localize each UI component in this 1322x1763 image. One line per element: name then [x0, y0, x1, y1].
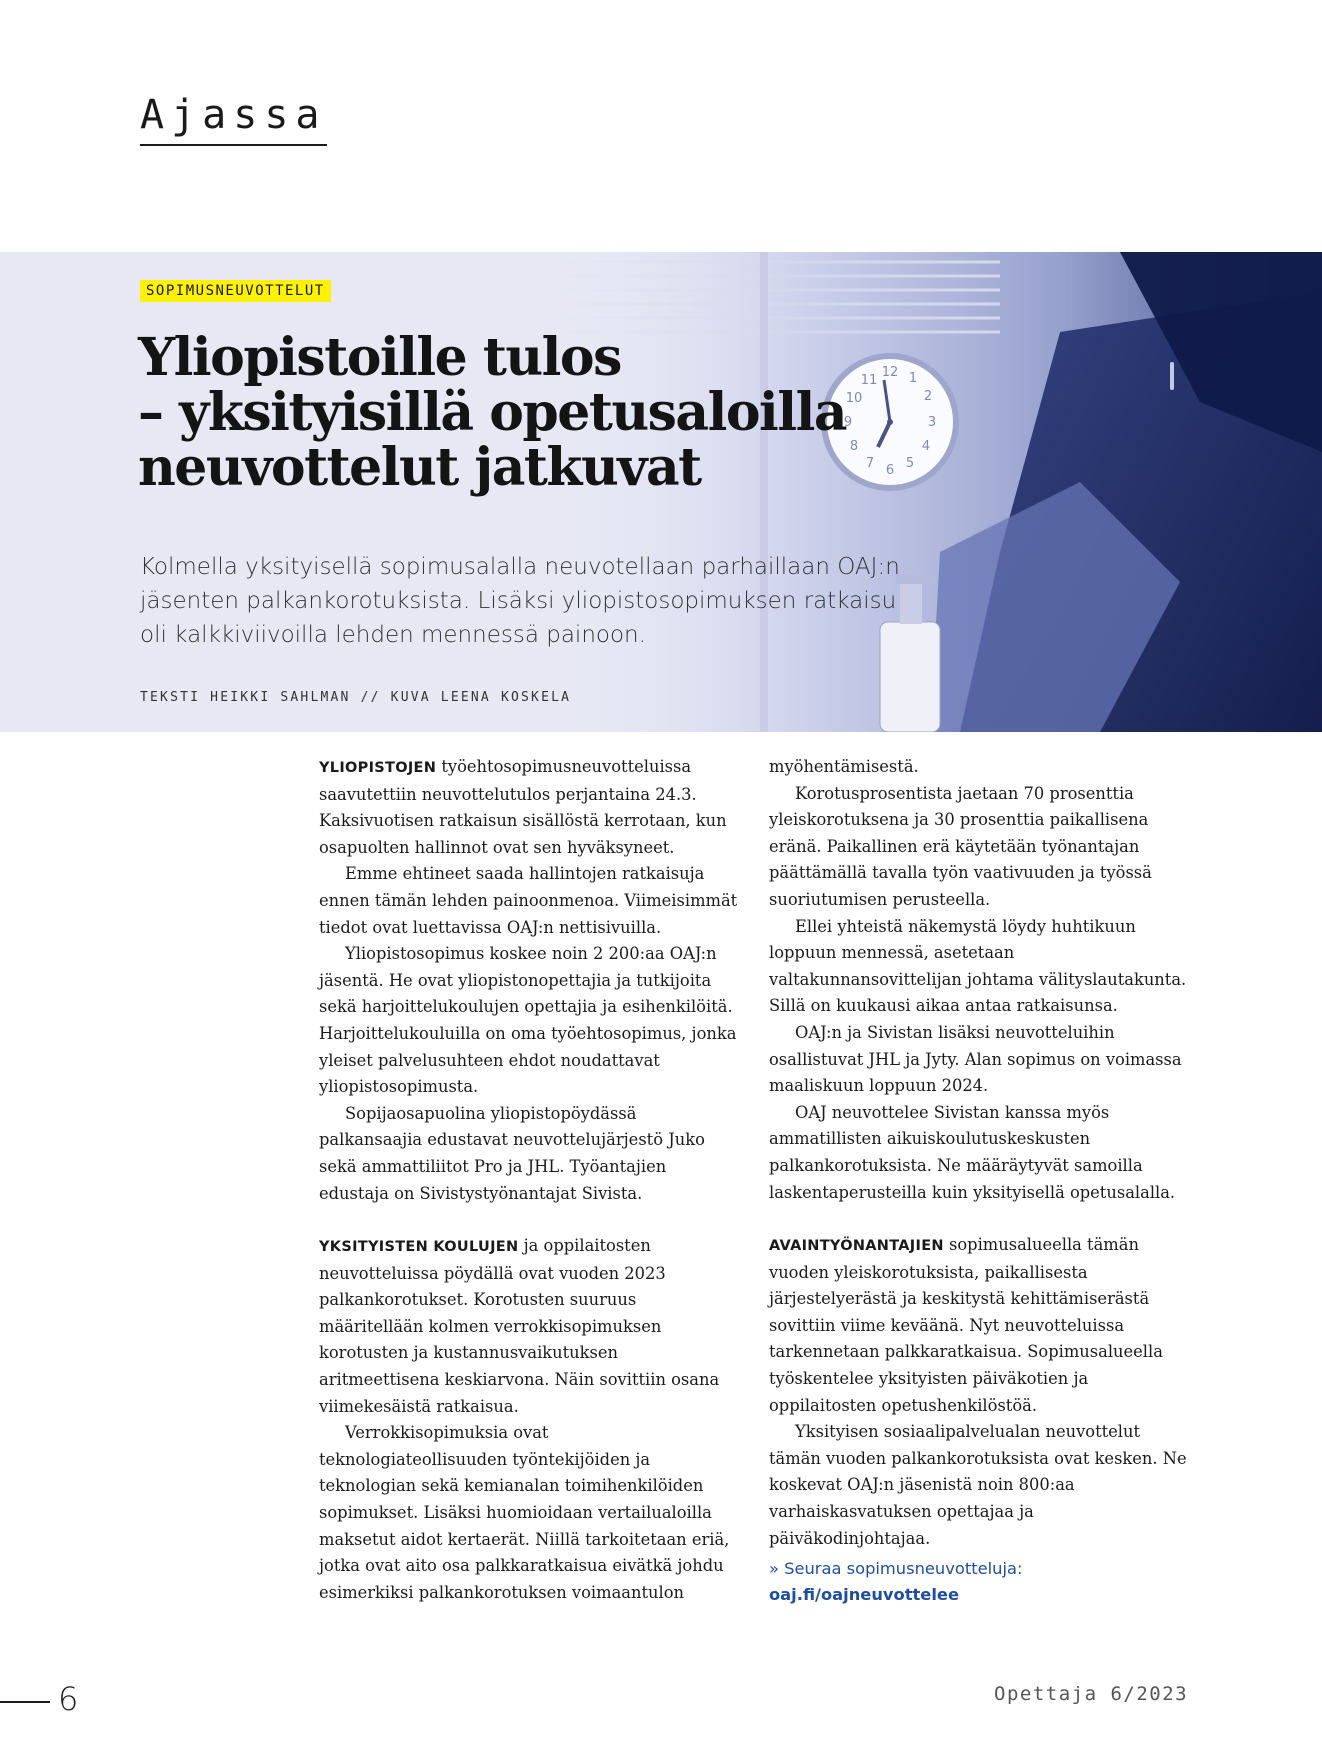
paragraph: Korotusprosentista jaetaan 70 prosenttia yleiskorotuksena ja 30 prosenttia paikallisena eränä. Paikallinen erä käytetään työnantajan päättämällä tavalla työn vaativuuden ja työssä suoriutumisen perusteella. — [769, 783, 1152, 909]
footer-rule — [0, 1701, 50, 1703]
lead-in: AVAINTYÖNANTAJIEN — [769, 1238, 944, 1255]
paragraph: Yksityisen sosiaalipalvelualan neuvottelut tämän vuoden palkankorotuksista ovat kesken. Ne koskevat OAJ:n jäsenistä noin 800:aa varhaiskasvatuksen opettajaa ja päiväkodinjohtajaa. — [769, 1422, 1187, 1548]
paragraph-text: työehtosopimusneuvotteluissa saavutettiin neuvottelutulos perjantaina 24.3. Kaksivuotisen ratkaisun sisällöstä kerrotaan, kun osapuolten hallinnot ovat sen hyväksyneet. — [319, 757, 727, 857]
oaj-negotiations-link[interactable]: oaj.fi/oajneuvottelee — [769, 1585, 960, 1605]
page-number: 6 — [58, 1680, 79, 1718]
section-title: Ajassa — [140, 92, 327, 146]
lead-in: YKSITYISTEN KOULUJEN — [319, 1239, 519, 1256]
paragraph: OAJ:n ja Sivistan lisäksi neuvotteluihin osallistuvat JHL ja Jyty. Alan sopimus on voimassa maaliskuun loppuun 2024. — [769, 1022, 1182, 1096]
paragraph: Verrokkisopimuksia ovat teknologiateollisuuden työntekijöiden ja teknologian sekä kemianalan toimihenkilöiden sopimukset. Lisäksi huomioidaan vertailualoilla maksetut aidot kertaerät. Niillä tarkoitetaan eriä, jotka ovat aito osa palkkaratkaisua eivätkä johdu esimerkiksi palkankorotuksen voimaantulon — [319, 1423, 730, 1602]
article-column-left — [319, 754, 739, 1606]
lead-in: YLIOPISTOJEN — [319, 760, 437, 776]
headline-line: Yliopistoille tulos — [138, 327, 621, 388]
paragraph: Emme ehtineet saada hallintojen ratkaisuja ennen tämän lehden painoonmenoa. Viimeisimmät tiedot ovat luettavissa OAJ:n nettisivuilla. — [319, 864, 738, 937]
paragraph: OAJ neuvottelee Sivistan kanssa myös ammatillisten aikuiskoulutuskeskusten palkankorotuksista. Ne määräytyvät samoilla laskentaperusteilla kuin yksityisellä opetusalalla. — [769, 1102, 1176, 1202]
category-tag: SOPIMUSNEUVOTTELUT — [140, 280, 331, 302]
article-column-right — [769, 754, 1189, 1608]
headline-line: – yksityisillä opetusaloilla — [138, 382, 847, 443]
paragraph: Sopijaosapuolina yliopistopöydässä palkansaajia edustavat neuvottelujärjestö Juko sekä ammattiliitot Pro ja JHL. Työantajien edustaja on Sivistystyönantajat Sivista. — [319, 1103, 705, 1203]
byline: TEKSTI HEIKKI SAHLMAN // KUVA LEENA KOSKELA — [140, 690, 572, 705]
paragraph: Ellei yhteistä näkemystä löydy huhtikuun loppuun mennessä, asetetaan valtakunnansovittelijan johtama välityslautakunta. Sillä on kuukausi aikaa antaa ratkaisunsa. — [769, 916, 1187, 1016]
follow-prefix: » Seuraa sopimusneuvotteluja: — [769, 1559, 1023, 1579]
article-headline — [138, 327, 898, 498]
paragraph: Yliopistosopimus koskee noin 2 200:aa OAJ:n jäsentä. He ovat yliopistonopettajia ja tutkijoita sekä harjoittelukoulujen opettajia ja esihenkilöitä. Harjoittelukouluilla on oma työehtosopimus, jonka yleiset palvelusuhteen ehdot noudattavat yliopistosopimusta. — [319, 944, 737, 1097]
paragraph: myöhentämisestä. — [769, 757, 919, 776]
headline-line: neuvottelut jatkuvat — [138, 437, 701, 498]
article-lead: Kolmella yksityisellä sopimusalalla neuvotellaan parhaillaan OAJ:n jäsenten palkankorotuksista. Lisäksi yliopistosopimuksen ratkaisu oli kalkkiviivoilla lehden mennessä painoon. — [140, 554, 900, 648]
paragraph — [769, 1232, 1189, 1419]
follow-link-line — [769, 1556, 1189, 1608]
paragraph-text: ja oppilaitosten neuvotteluissa pöydällä ovat vuoden 2023 palkankorotukset. Korotusten suuruus määritellään kolmen verrokkisopimuksen korotusten ja kustannusvaikutuksen aritmeettisena keskiarvona. Näin sovittiin osana viimekesäistä ratkaisua. — [319, 1236, 720, 1416]
paragraph — [319, 1233, 739, 1420]
magazine-issue: Opettaja 6/2023 — [994, 1683, 1189, 1705]
paragraph — [319, 754, 739, 861]
paragraph-text: sopimusalueella tämän vuoden yleiskorotuksista, paikallisesta järjestelyerästä ja keskitystä kehittämiserästä sovittiin viime keväänä. Nyt neuvotteluissa tarkennetaan palkkaratkaisua. Sopimusalueella työskentelee yksityisten päiväkotien ja oppilaitosten opetushenkilöstöä. — [769, 1235, 1163, 1415]
